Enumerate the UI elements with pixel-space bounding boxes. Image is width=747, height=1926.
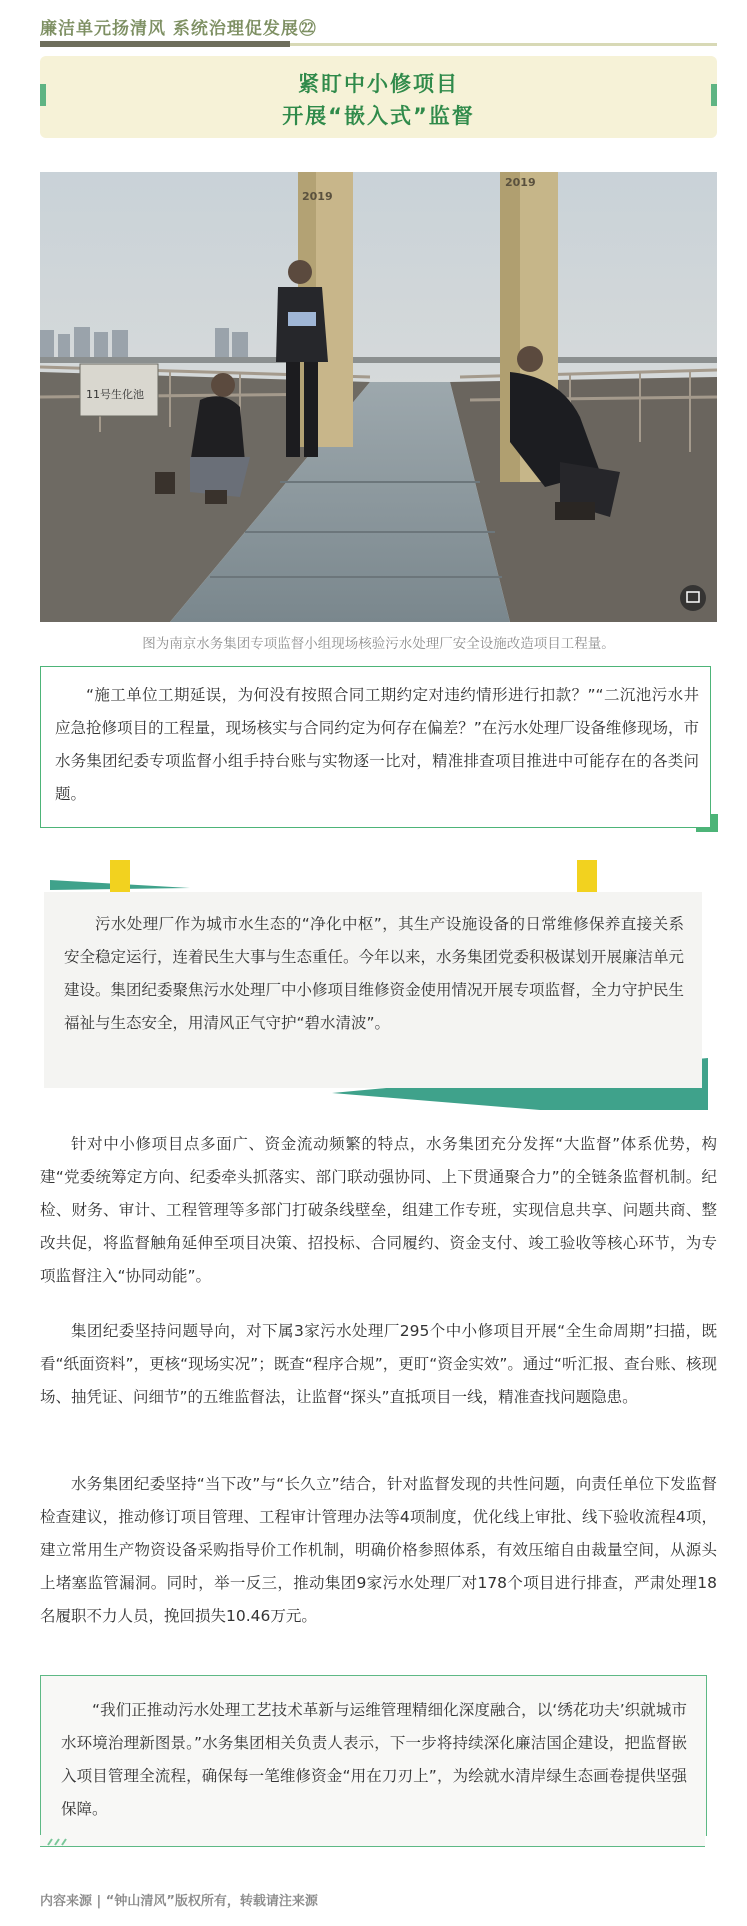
- highlight-text: 污水处理厂作为城市水生态的“净化中枢”，其生产设施设备的日常维修保养直接关系安全稳定运行，连着民生大事与生态重任。今年以来，水务集团党委积极谋划开展廉洁单元建设。集团纪委聚焦污水处理厂中小修项目维修资金使用情况开展专项监督，全力守护民生福祉与生态安全，用清风正气守护“碧水清波”。: [64, 915, 685, 1032]
- sign-label: 11号生化池: [86, 388, 144, 401]
- quote-closing-text: “我们正推动污水处理工艺技术革新与运维管理精细化深度融合，以‘绣花功夫’织就城市水环境治理新图景。”水务集团相关负责人表示，下一步将持续深化廉洁国企建设，把监督嵌入项目管理全流程，确保每一笔维修资金“用在刀刃上”，为绘就水清岸绿生态画卷提供坚强保障。: [61, 1701, 687, 1818]
- headline-box: [40, 56, 717, 138]
- quote-closing-box: [40, 1675, 707, 1836]
- photo-caption: 图为南京水务集团专项监督小组现场核验污水处理厂安全设施改造项目工程量。: [142, 636, 615, 652]
- series-title: 廉洁单元扬清风 系统治理促发展㉒: [40, 19, 317, 39]
- quote-intro-box: [40, 666, 711, 828]
- inspection-photo: [40, 172, 717, 622]
- headline-line1: 紧盯中小修项目: [298, 72, 459, 96]
- body-paragraph-3: 水务集团纪委坚持“当下改”与“长久立”结合，针对监督发现的共性问题，向责任单位下发监督检查建议，推动修订项目管理、工程审计管理办法等4项制度，优化线上审批、线下验收流程4项，建立常用生产物资设备采购指导价工作机制，明确价格参照体系，有效压缩自由裁量空间，从源头上堵塞监管漏洞。同时，举一反三，推动集团9家污水处理厂对178个项目进行排查，严肃处理18名履职不力人员，挽回损失10.46万元。: [40, 1475, 717, 1625]
- headline-line2: 开展“嵌入式”监督: [282, 104, 475, 128]
- highlight-box: [44, 892, 702, 1088]
- pillar-left-label: 2019: [302, 190, 333, 203]
- body-paragraph-2: 集团纪委坚持问题导向，对下属3家污水处理厂295个中小修项目开展“全生命周期”扫描，既看“纸面资料”，更核“现场实况”；既查“程序合规”，更盯“资金实效”。通过“听汇报、查台账、核现场、抽凭证、问细节”的五维监督法，让监督“探头”直抵项目一线，精准查找问题隐患。: [40, 1322, 717, 1406]
- pillar-right-label: 2019: [505, 176, 536, 189]
- content-source: 内容来源 | “钟山清风”版权所有，转载请注来源: [40, 1894, 318, 1909]
- title-rule: [40, 41, 290, 47]
- body-paragraph-1: 针对中小修项目点多面广、资金流动频繁的特点，水务集团充分发挥“大监督”体系优势，构建“党委统筹定方向、纪委牵头抓落实、部门联动强协同、上下贯通聚合力”的全链条监督机制。纪检、财务、审计、工程管理等多部门打破条线壁垒，组建工作专班，实现信息共享、问题共商、整改共促，将监督触角延伸至项目决策、招投标、合同履约、资金支付、竣工验收等核心环节，为专项监督注入“协同动能”。: [40, 1135, 717, 1285]
- quote-intro-text: “施工单位工期延误，为何没有按照合同工期约定对违约情形进行扣款？”“二沉池污水井应急抢修项目的工程量，现场核实与合同约定为何存在偏差？”在污水处理厂设备维修现场，市水务集团纪委专项监督小组手持台账与实物逐一比对，精准排查项目推进中可能存在的各类问题。: [55, 686, 699, 803]
- quote-slash-icon: [46, 1838, 70, 1846]
- title-rule-light: [290, 43, 717, 46]
- quote-closing-bottom: [40, 1835, 705, 1847]
